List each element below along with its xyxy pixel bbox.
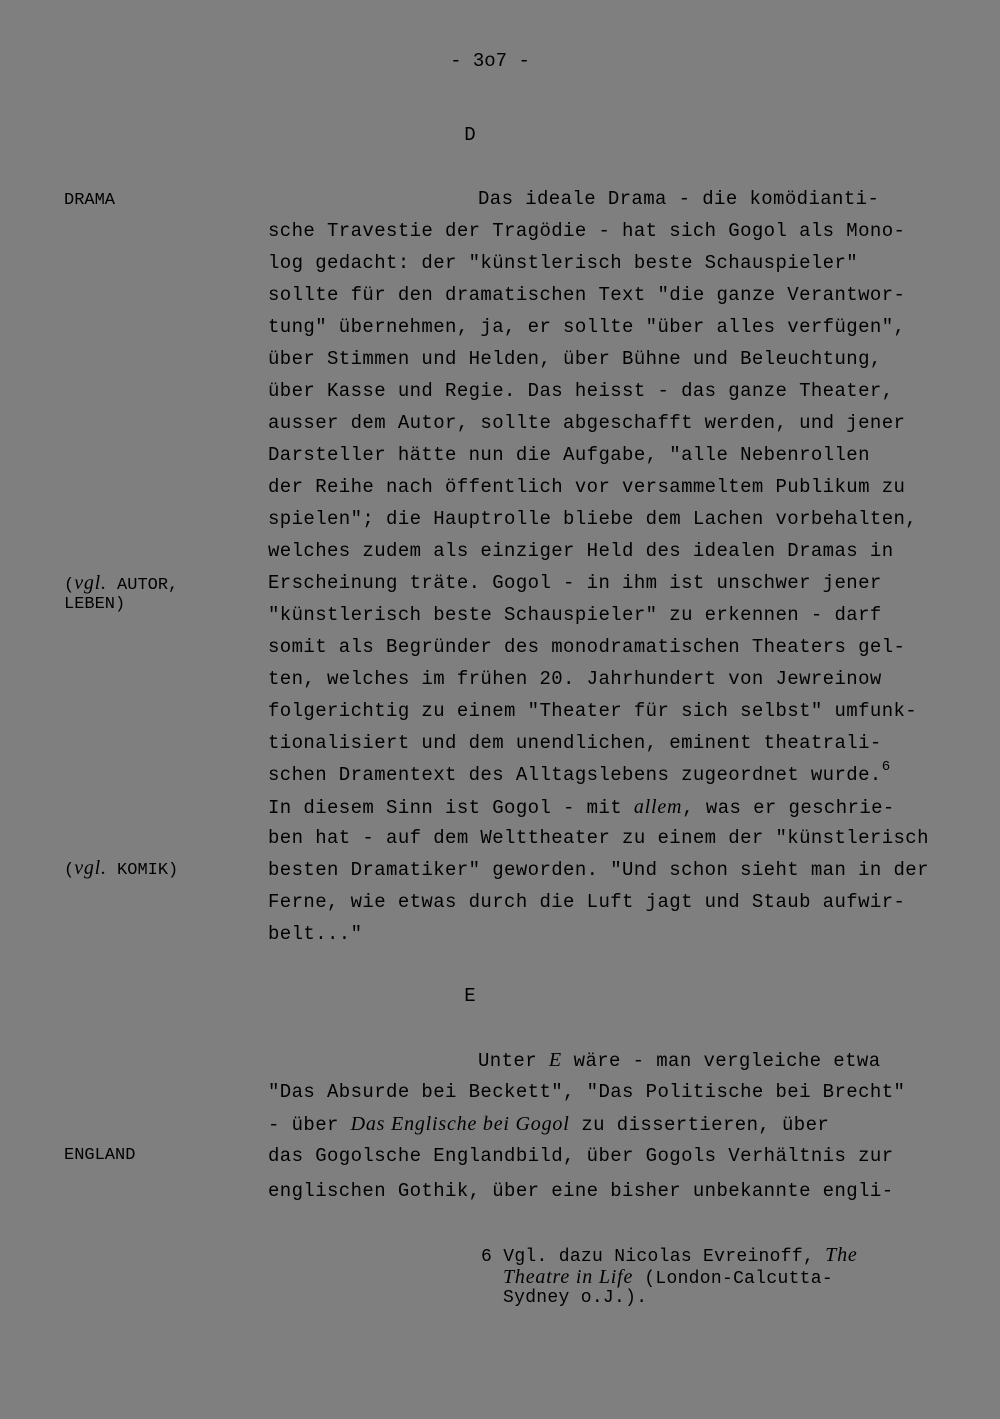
body-line: tionalisiert und dem unendlichen, eminent theatrali-	[268, 732, 882, 754]
body-line: somit als Begründer des monodramatischen Theaters gel-	[268, 636, 906, 658]
body-line-text: schen Dramentext des Alltagslebens zugeordnet wurde.	[268, 764, 882, 786]
body-line: über Kasse und Regie. Das heisst - das ganze Theater,	[268, 380, 894, 402]
italic-emphasis: allem	[633, 796, 683, 818]
body-line-text: - über	[268, 1114, 351, 1136]
margin-note-drama: DRAMA	[64, 191, 116, 210]
body-line-text: In diesem Sinn ist Gogol - mit	[268, 797, 634, 819]
body-line-text: Unter	[478, 1050, 549, 1072]
body-line: log gedacht: der "künstlerisch beste Schauspieler"	[268, 252, 859, 274]
body-line: "künstlerisch beste Schauspieler" zu erkennen - darf	[268, 604, 882, 626]
body-line: ben hat - auf dem Welttheater zu einem der "künstlerisch	[268, 827, 929, 849]
margin-note-leben: LEBEN)	[64, 595, 126, 614]
body-line	[268, 1113, 829, 1136]
italic-emphasis: E	[548, 1049, 562, 1071]
body-line: tung" übernehmen, ja, er sollte "über alles verfügen",	[268, 316, 906, 338]
body-line: spielen"; die Hauptrolle bliebe dem Lachen vorbehalten,	[268, 508, 918, 530]
footnote-ref: 6	[881, 759, 891, 775]
body-line: folgerichtig zu einem "Theater für sich selbst" umfunk-	[268, 700, 918, 722]
body-line: englischen Gothik, über eine bisher unbekannte engli-	[268, 1180, 894, 1202]
margin-note-komik-label: KOMIK)	[106, 861, 179, 880]
body-line	[268, 759, 891, 786]
footnote-text: (London-Calcutta-	[633, 1269, 833, 1289]
vgl-italic: vgl.	[74, 857, 107, 879]
body-line: Erscheinung träte. Gogol - in ihm ist unschwer jener	[268, 572, 882, 594]
margin-note-autor-label: AUTOR,	[106, 576, 179, 595]
section-letter-e: E	[464, 985, 476, 1007]
body-line-text: zu dissertieren, über	[569, 1114, 830, 1136]
italic-title: Theatre in Life	[503, 1266, 634, 1288]
italic-title: Das Englische bei Gogol	[350, 1113, 570, 1135]
page-number: - 3o7 -	[450, 50, 530, 72]
body-line: Darsteller hätte nun die Aufgabe, "alle Nebenrollen	[268, 444, 870, 466]
body-line: über Stimmen und Helden, über Bühne und Beleuchtung,	[268, 348, 882, 370]
body-line: Das ideale Drama - die komödianti-	[478, 188, 880, 210]
body-line: besten Dramatiker" geworden. "Und schon sieht man in der	[268, 859, 929, 881]
body-line: "Das Absurde bei Beckett", "Das Politische bei Brecht"	[268, 1081, 906, 1103]
section-letter-d: D	[464, 124, 476, 146]
body-line: der Reihe nach öffentlich vor versammeltem Publikum zu	[268, 476, 906, 498]
body-line	[478, 1049, 881, 1072]
body-line: sche Travestie der Tragödie - hat sich Gogol als Mono-	[268, 220, 906, 242]
body-line: belt..."	[268, 923, 363, 945]
body-line: ten, welches im frühen 20. Jahrhundert von Jewreinow	[268, 668, 882, 690]
footnote-line	[503, 1266, 833, 1289]
footnote-line: Sydney o.J.).	[503, 1288, 648, 1308]
body-line	[268, 796, 895, 819]
italic-title: The	[825, 1244, 858, 1266]
footnote-number: 6	[481, 1247, 493, 1267]
body-line: das Gogolsche Englandbild, über Gogols Verhältnis zur	[268, 1145, 894, 1167]
body-line: welches zudem als einziger Held des idealen Dramas in	[268, 540, 894, 562]
body-line: sollte für den dramatischen Text "die ganze Verantwor-	[268, 284, 906, 306]
margin-note-autor: (vgl. AUTOR,	[64, 572, 179, 595]
body-line-text: wäre - man vergleiche etwa	[561, 1050, 881, 1072]
footnote-text: Vgl. dazu Nicolas Evreinoff,	[492, 1247, 826, 1267]
margin-note-england: ENGLAND	[64, 1146, 136, 1165]
body-line-text: , was er geschrie-	[682, 797, 895, 819]
body-line: Ferne, wie etwas durch die Luft jagt und Staub aufwir-	[268, 891, 906, 913]
vgl-italic: vgl.	[74, 572, 107, 594]
footnote-line	[481, 1244, 858, 1267]
body-line: ausser dem Autor, sollte abgeschafft werden, und jener	[268, 412, 906, 434]
margin-note-komik: (vgl. KOMIK)	[64, 857, 179, 880]
